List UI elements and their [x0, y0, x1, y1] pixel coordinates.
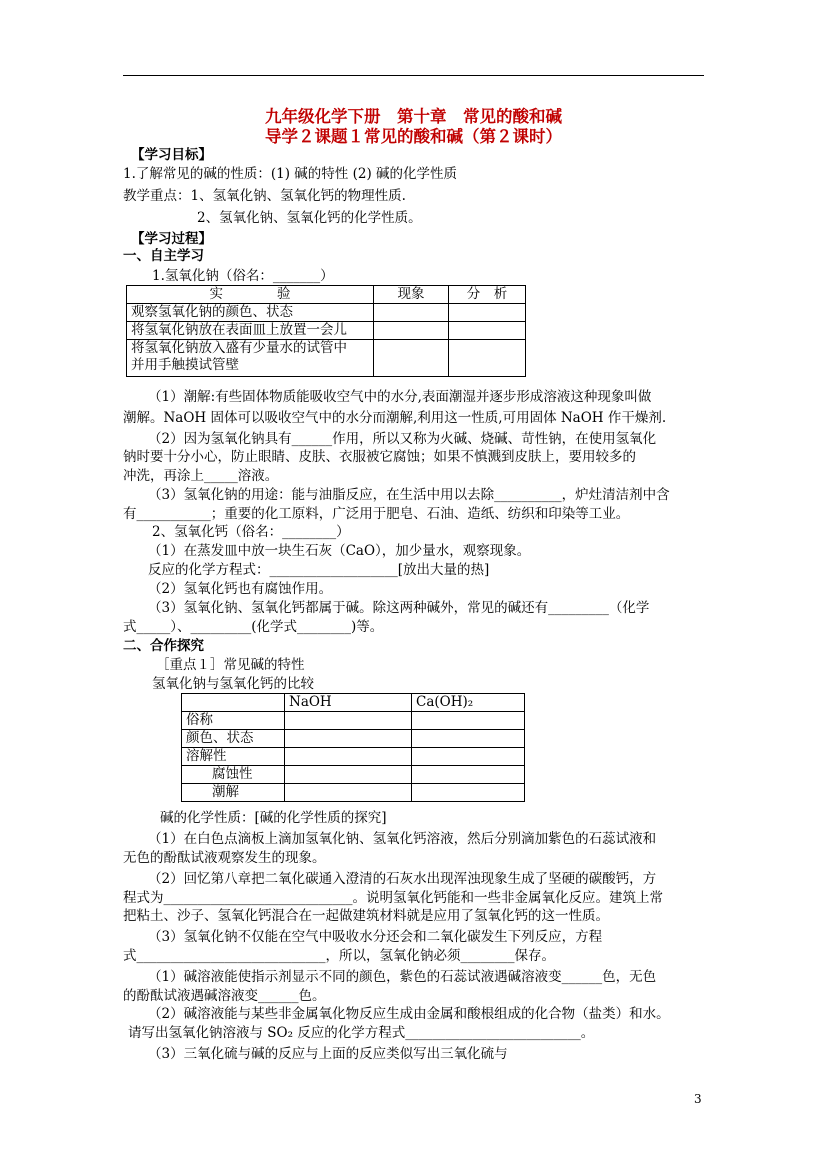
caoh-line-3: （2）氢氧化钙也有腐蚀作用。 [148, 581, 333, 597]
experiment-table [126, 285, 526, 377]
header-experiment: 实 验 [127, 286, 374, 304]
header-analysis: 分 析 [449, 286, 526, 304]
caoh-title: 2、氢氧化钙（俗名：________） [152, 524, 350, 540]
e2-line-1: （2）回忆第八章把二氧化碳通入澄清的石灰水出现浑浊现象生成了坚硬的碳酸钙，方 [148, 871, 657, 887]
table-header-row [182, 694, 525, 712]
table-row: 腐蚀性 [182, 766, 525, 784]
table-cell: 将氢氧化钠放入盛有少量水的试管中 并用手触摸试管壁 [127, 340, 374, 377]
table-row: 颜色、状态 [182, 730, 525, 748]
p1-line-1: （1）潮解:有些固体物质能吸收空气中的水分,表面潮湿并逐步形成溶液这种现象叫做 [148, 389, 652, 405]
f2-line-2: 请写出氢氧化钠溶液与 SO₂ 反应的化学方程式__________________________。 [128, 1025, 595, 1041]
e2-line-3: 把粘土、沙子、氢氧化钙混合在一起做建筑材料就是应用了氢氧化钙的这一性质。 [123, 908, 609, 924]
goals-line-1: 1.了解常见的碱的性质：(1) 碱的特性 (2) 碱的化学性质 [123, 166, 457, 182]
p2-line-3: 冲洗，再涂上_____溶液。 [123, 468, 279, 484]
p3-line-1: （3）氢氧化钠的用途：能与油脂反应，在生活中用以去除__________，炉灶清洁剂中含 [148, 487, 670, 503]
title-line-1: 九年级化学下册 第十章 常见的酸和碱 [265, 107, 562, 126]
caoh-line-4: （3）氢氧化钠、氢氧化钙都属于碱。除这两种碱外，常见的碱还有_________（化学 [148, 600, 650, 616]
p3-line-2: 有___________；重要的化工原料，广泛用于肥皂、石油、造纸、纺织和印染等工业。 [123, 506, 630, 522]
chem-props-heading: 碱的化学性质：[碱的化学性质的探究] [160, 810, 387, 826]
section-2-heading: 二、合作探究 [123, 638, 204, 654]
p2-line-2: 钠时要十分小心，防止眼睛、皮肤、衣服被它腐蚀；如果不慎溅到皮肤上，要用较多的 [123, 449, 636, 465]
caoh-line-5: 式_____）、_________(化学式________)等。 [123, 619, 384, 635]
section-1-heading: 一、自主学习 [123, 248, 204, 264]
table-row [127, 304, 526, 322]
top-rule [123, 75, 704, 76]
header-caoh2: Ca(OH)₂ [412, 694, 525, 712]
e1-line-1: （1）在白色点滴板上滴加氢氧化钠、氢氧化钙溶液，然后分别滴加紫色的石蕊试液和 [148, 831, 657, 847]
table-row [127, 322, 526, 340]
goals-key-2: 2、氢氧化钠、氢氧化钙的化学性质。 [197, 210, 422, 226]
e1-line-2: 无色的酚酞试液观察发生的现象。 [123, 850, 326, 866]
table-row: 潮解 [182, 784, 525, 802]
goals-key-1: 教学重点：1、氢氧化钠、氢氧化钙的物理性质. [123, 188, 406, 204]
table-row: 俗称 [182, 712, 525, 730]
header-naoh: NaOH [285, 694, 412, 712]
page-number: 3 [694, 1092, 702, 1106]
caoh-line-1: （1）在蒸发皿中放一块生石灰（CaO），加少量水，观察现象。 [148, 543, 531, 559]
comparison-table [181, 693, 525, 802]
table-cell: 观察氢氧化钠的颜色、状态 [127, 304, 374, 322]
f3-line-1: （3）三氧化硫与碱的反应与上面的反应类似写出三氧化硫与 [148, 1046, 508, 1062]
table-row [127, 340, 526, 377]
e3-line-1: （3）氢氧化钠不仅能在空气中吸收水分还会和二氧化碳发生下列反应，方程 [148, 929, 603, 945]
f1-line-2: 的酚酞试液遇碱溶液变______色。 [123, 988, 326, 1004]
e2-line-2: 程式为____________________________。说明氢氧化钙能和一些非金属氧化反应。建筑上常 [123, 890, 663, 906]
goals-heading: 【学习目标】 [131, 147, 212, 163]
compare-title: 氢氧化钠与氢氧化钙的比较 [152, 676, 314, 692]
table-header-row [127, 286, 526, 304]
p1-line-2: 潮解。NaOH 固体可以吸收空气中的水分而潮解,利用这一性质,可用固体 NaOH 作干燥剂. [123, 410, 667, 426]
key-point-1: ［重点１］常见碱的特性 [156, 657, 305, 673]
naoh-title: 1.氢氧化钠（俗名：_______） [152, 268, 334, 284]
f1-line-1: （1）碱溶液能使指示剂显示不同的颜色，紫色的石蕊试液遇碱溶液变______色，无色 [148, 969, 657, 985]
process-heading: 【学习过程】 [131, 231, 212, 247]
p2-line-1: （2）因为氢氧化钠具有______作用，所以又称为火碱、烧碱、苛性钠，在使用氢氧化 [148, 431, 657, 447]
table-row: 溶解性 [182, 748, 525, 766]
e3-line-2: 式____________________________，所以，氢氧化钠必须________保存。 [123, 948, 555, 964]
table-cell: 将氢氧化钠放在表面皿上放置一会儿 [127, 322, 374, 340]
header-phenomenon: 现象 [374, 286, 449, 304]
caoh-line-2: 反应的化学方程式：___________________[放出大量的热] [148, 562, 490, 578]
title-line-2: 导学２课题１常见的酸和碱（第２课时） [265, 127, 562, 146]
f2-line-1: （2）碱溶液能与某些非金属氧化物反应生成由金属和酸根组成的化合物（盐类）和水。 [148, 1006, 670, 1022]
